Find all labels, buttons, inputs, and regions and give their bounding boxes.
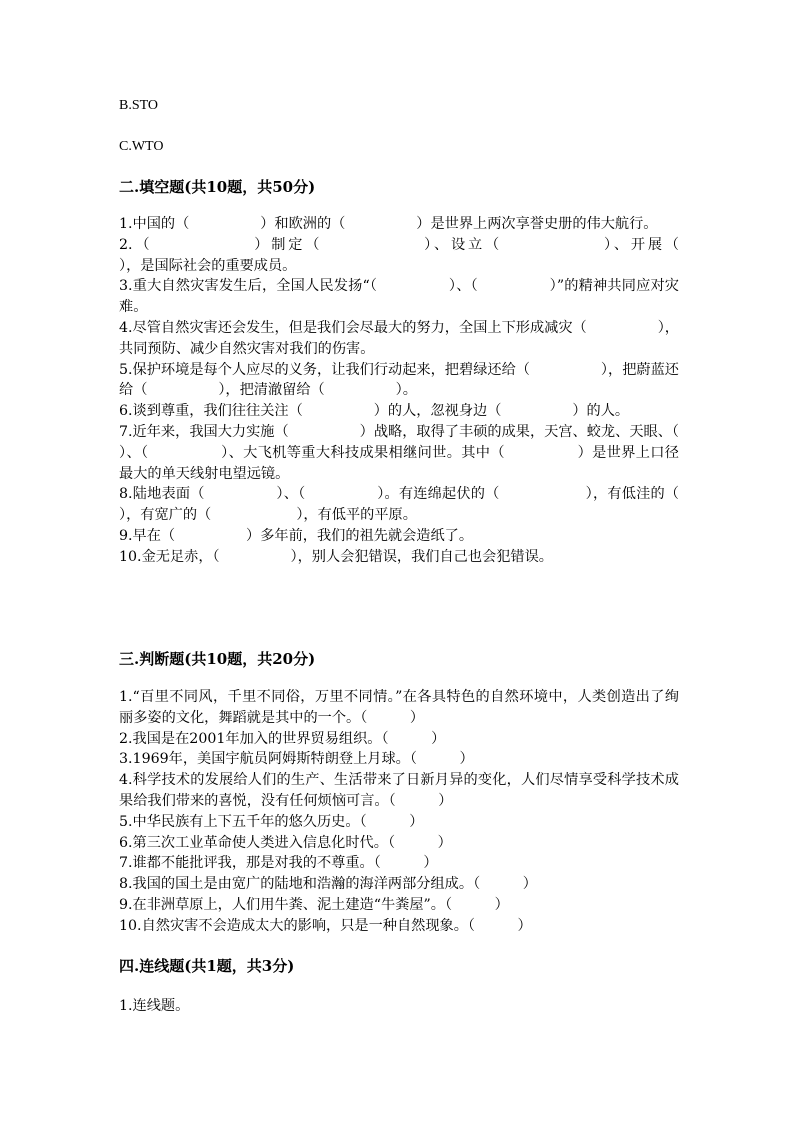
- option-c: C.WTO: [119, 139, 164, 154]
- fill-in-question-10: 10.金无足赤，（ ），别人会犯错误，我们自己也会犯错误。: [119, 548, 553, 565]
- matching-question-list: [119, 996, 679, 1017]
- true-false-question-2: 2.我国是在2001年加入的世界贸易组织。（ ）: [119, 730, 446, 747]
- fill-in-question-1: 1.中国的（ ）和欧洲的（ ）是世界上两次享誉史册的伟大航行。: [119, 216, 658, 232]
- true-false-question-10: 10.自然灾害不会造成太大的影响，只是一种自然现象。（ ）: [119, 917, 532, 934]
- true-false-question-5: 5.中华民族有上下五千年的悠久历史。（ ）: [119, 813, 424, 830]
- fill-in-question-7: 7.近年来，我国大力实施（ ）战略，取得了丰硕的成果，天宫、蛟龙、天眼、（ ）、（ ）、大飞机等重大科技成果相继问世。其中（ ）是世界上口径最大的单天线射电望远镜。: [119, 423, 750, 482]
- matching-question-1: 1.连线题。: [119, 998, 190, 1014]
- fill-in-question-4: 4.尽管自然灾害还会发生，但是我们会尽最大的努力，全国上下形成减灾（ ），共同预防、减少自然灾害对我们的伤害。: [119, 319, 679, 357]
- option-b: B.STO: [119, 98, 159, 113]
- section-true-false-heading: 三.判断题(共10题，共20分): [119, 650, 316, 668]
- fill-in-question-9: 9.早在（ ）多年前，我们的祖先就会造纸了。: [119, 527, 474, 544]
- true-false-question-4: 4.科学技术的发展给人们的生产、生活带来了日新月异的变化，人们尽情享受科学技术成果给我们带来的喜悦，没有任何烦恼可言。（ ）: [119, 772, 679, 809]
- true-false-question-7: 7.谁都不能批评我，那是对我的不尊重。（ ）: [119, 855, 438, 872]
- section-matching-heading: 四.连线题(共1题，共3分): [119, 957, 295, 975]
- fill-in-question-8: 8.陆地表面（ ）、（ ）。有连绵起伏的（ ），有低洼的（ ），有宽广的（ ），有低平的平原。: [119, 486, 765, 524]
- true-false-question-1: 1.“百里不同风，千里不同俗，万里不同情。”在各具特色的自然环境中，人类创造出了绚丽多姿的文化，舞蹈就是其中的一个。（ ）: [119, 689, 679, 726]
- true-false-question-9: 9.在非洲草原上，人们用牛粪、泥土建造“牛粪屋”。（ ）: [119, 896, 509, 913]
- true-false-question-3: 3.1969年，美国宇航员阿姆斯特朗登上月球。（ ）: [119, 751, 474, 768]
- fill-in-question-5: 5.保护环境是每个人应尽的义务，让我们行动起来，把碧绿还给（ ），把蔚蓝还给（ ），把清澈留给（ ）。: [119, 361, 679, 399]
- section-fill-in-heading: 二.填空题(共10题，共50分): [119, 178, 316, 196]
- true-false-question-8: 8.我国的国土是由宽广的陆地和浩瀚的海洋两部分组成。（ ）: [119, 876, 537, 893]
- true-false-question-6: 6.第三次工业革命使人类进入信息化时代。（ ）: [119, 834, 452, 851]
- true-false-question-list: [119, 687, 679, 937]
- fill-in-question-6: 6.谈到尊重，我们往往关注（ ）的人，忽视身边（ ）的人。: [119, 403, 630, 420]
- fill-in-question-2: 2.（ ）制定（ ）、设立（ ）、开展（ ），是国际社会的重要成员。: [119, 236, 765, 274]
- fill-in-question-3: 3.重大自然灾害发生后，全国人民发扬“（ ）、（ ）”的精神共同应对灾难。: [119, 278, 679, 316]
- fill-in-question-list: [119, 214, 765, 568]
